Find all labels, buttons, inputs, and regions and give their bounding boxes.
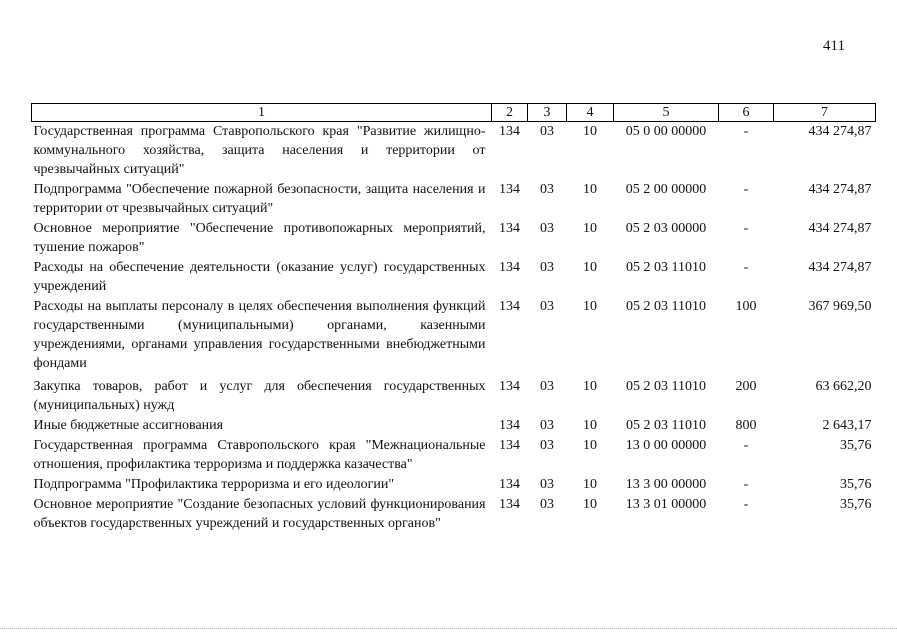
column-header-1: 1 [32,104,492,122]
row-code-2: 134 [499,497,520,512]
row-name: Расходы на выплаты персоналу в целях обеспечения выполнения функций государственными (муниципальными) органами, казенными учреждениями, органами управления государственными внебюджетными фондами [33,299,486,371]
table-row [32,436,876,475]
row-code-4: 10 [583,438,597,453]
row-code-5: 05 2 03 11010 [626,379,706,394]
table-row [32,475,876,495]
row-code-6: - [743,182,749,197]
row-code-4: 10 [583,477,597,492]
row-code-2: 134 [499,299,520,314]
row-code-5: 13 3 01 00000 [625,497,707,512]
row-name: Расходы на обеспечение деятельности (оказание услуг) государственных учреждений [33,260,486,294]
table-row [32,180,876,219]
table-header-row [32,104,876,122]
row-code-5: 05 0 00 00000 [625,124,707,139]
row-amount: 367 969,50 [808,299,872,314]
row-code-6: - [743,124,749,139]
row-code-3: 03 [540,438,554,453]
row-code-5: 05 2 03 11010 [626,418,706,433]
row-code-3: 03 [540,182,554,197]
row-code-4: 10 [583,497,597,512]
page-number: 411 [823,38,845,54]
row-code-6: 200 [735,379,757,394]
column-header-3: 3 [528,104,567,122]
row-code-2: 134 [499,438,520,453]
row-name: Основное мероприятие "Создание безопасных условий функционирования объектов государственных учреждений и государственных органов" [33,497,486,531]
scan-edge-divider [0,628,897,630]
row-code-6: - [743,260,749,275]
row-amount: 2 643,17 [822,418,872,433]
row-amount: 35,76 [840,477,872,492]
table-row [32,416,876,436]
column-header-5: 5 [614,104,719,122]
row-amount: 63 662,20 [815,379,872,394]
table-row [32,495,876,534]
row-amount: 434 274,87 [808,260,872,275]
row-code-4: 10 [583,418,597,433]
row-code-4: 10 [583,260,597,275]
column-header-7: 7 [774,104,876,122]
row-code-4: 10 [583,299,597,314]
row-code-4: 10 [583,221,597,236]
row-amount: 434 274,87 [808,221,872,236]
row-amount: 35,76 [840,438,872,453]
row-name: Подпрограмма "Обеспечение пожарной безопасности, защита населения и территории от чрезвычайных ситуаций" [33,182,486,216]
row-amount: 434 274,87 [808,182,872,197]
row-code-5: 05 2 03 11010 [626,299,706,314]
row-code-2: 134 [499,418,520,433]
row-code-4: 10 [583,182,597,197]
row-code-2: 134 [499,182,520,197]
row-amount: 434 274,87 [808,124,872,139]
row-code-6: 100 [735,299,757,314]
row-name: Основное мероприятие "Обеспечение противопожарных мероприятий, тушение пожаров" [33,221,486,255]
row-code-3: 03 [540,497,554,512]
row-code-3: 03 [540,477,554,492]
row-code-5: 05 2 03 00000 [625,221,707,236]
row-code-5: 13 0 00 00000 [625,438,707,453]
table-row [32,297,876,377]
table-row [32,122,876,181]
row-code-6: - [743,221,749,236]
row-name: Подпрограмма "Профилактика терроризма и его идеологии" [33,477,395,492]
row-code-6: - [743,477,749,492]
row-code-5: 05 2 00 00000 [625,182,707,197]
row-code-5: 05 2 03 11010 [626,260,706,275]
row-name: Закупка товаров, работ и услуг для обеспечения государственных (муниципальных) нужд [33,379,486,413]
column-header-4: 4 [567,104,614,122]
table-row [32,219,876,258]
row-code-3: 03 [540,260,554,275]
row-code-3: 03 [540,379,554,394]
row-code-6: - [743,497,749,512]
row-code-2: 134 [499,379,520,394]
row-code-6: - [743,438,749,453]
table-row [32,258,876,297]
row-code-6: 800 [735,418,757,433]
row-code-4: 10 [583,124,597,139]
row-code-2: 134 [499,260,520,275]
row-code-2: 134 [499,124,520,139]
row-name: Государственная программа Ставропольского края "Межнациональные отношения, профилактика терроризма и поддержка казачества" [33,438,486,472]
table-row [32,377,876,416]
row-name: Государственная программа Ставропольского края "Развитие жилищно-коммунального хозяйства, защита населения и территории от чрезвычайных ситуаций" [33,124,486,177]
row-name: Иные бюджетные ассигнования [33,418,224,433]
row-code-2: 134 [499,221,520,236]
row-code-3: 03 [540,124,554,139]
row-code-3: 03 [540,221,554,236]
row-code-4: 10 [583,379,597,394]
column-header-2: 2 [492,104,528,122]
row-code-2: 134 [499,477,520,492]
column-header-6: 6 [719,104,774,122]
row-code-3: 03 [540,299,554,314]
row-code-5: 13 3 00 00000 [625,477,707,492]
budget-table [31,103,876,534]
row-amount: 35,76 [840,497,872,512]
budget-table-container [31,103,875,534]
row-code-3: 03 [540,418,554,433]
